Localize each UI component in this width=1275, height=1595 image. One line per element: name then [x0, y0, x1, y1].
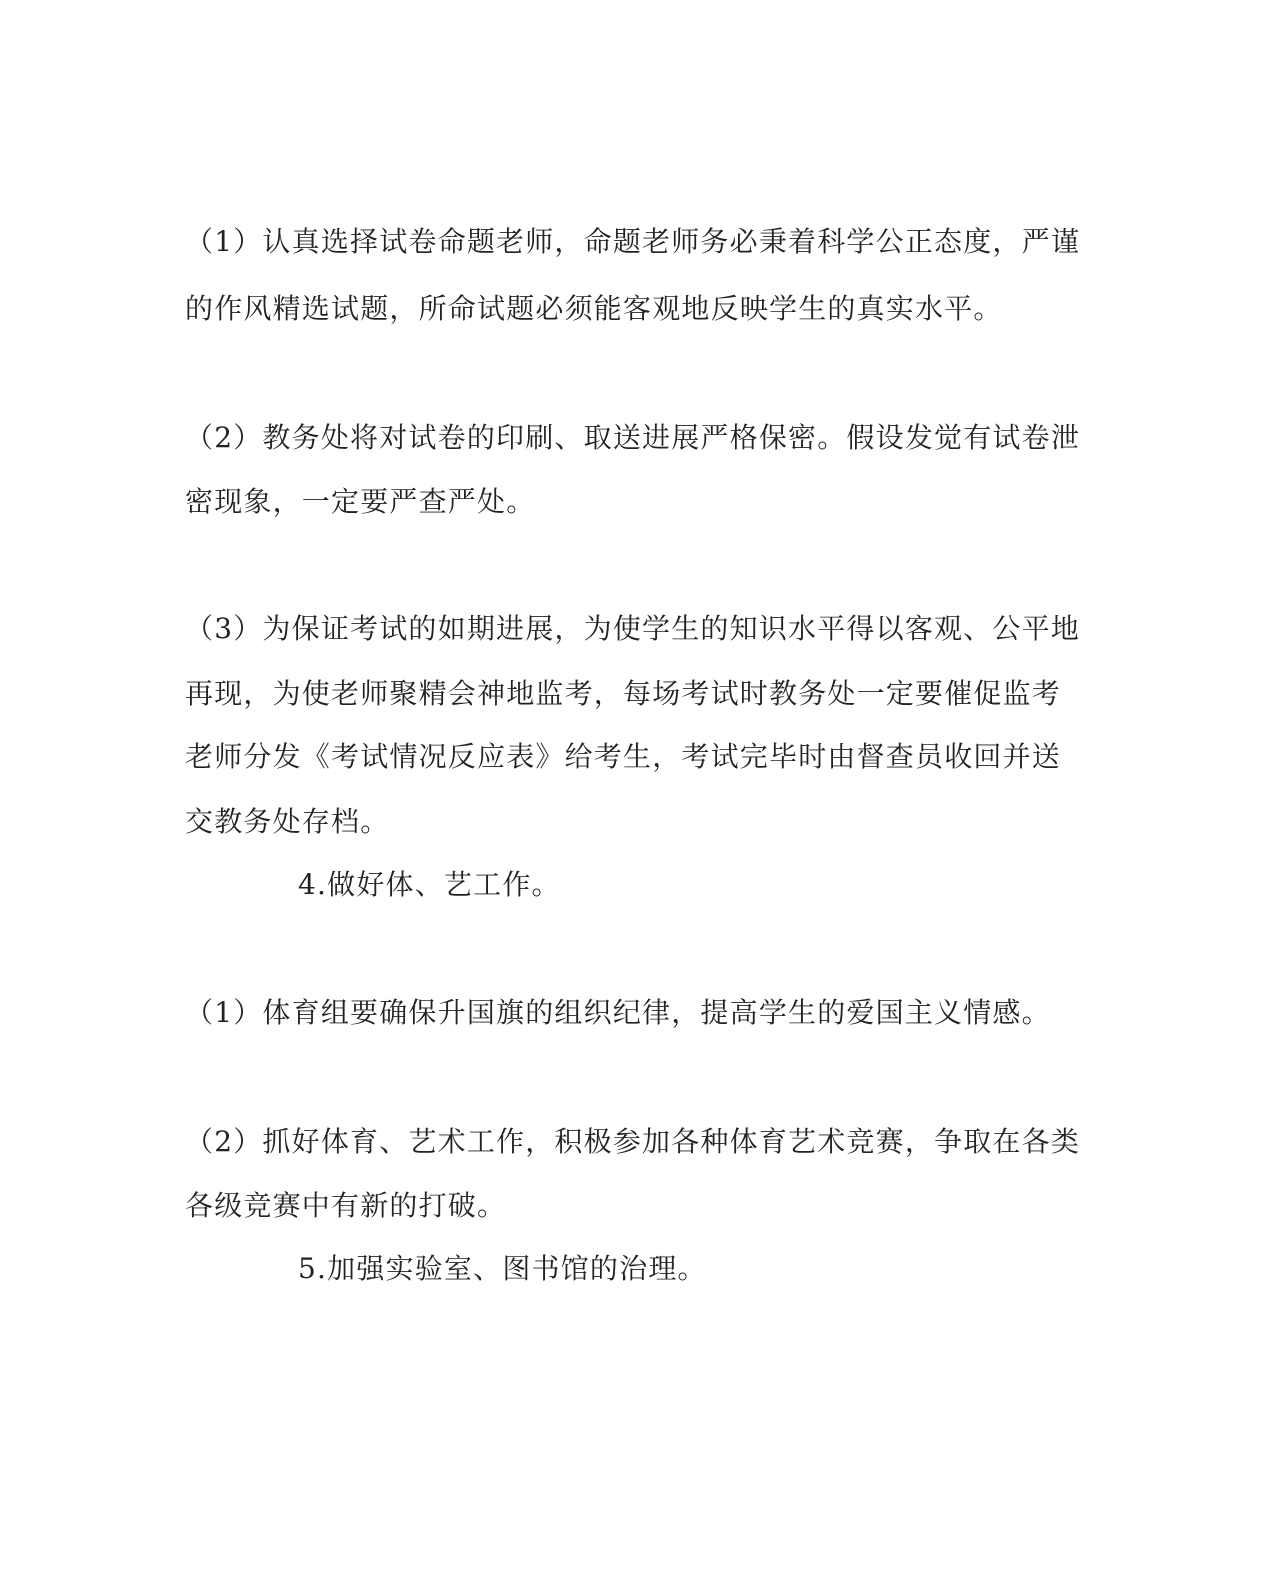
paragraph-3-line-3: 老师分发《考试情况反应表》给考生，考试完毕时由督查员收回并送	[185, 740, 1062, 773]
section-heading-5: 5.加强实验室、图书馆的治理。	[298, 1252, 707, 1285]
paragraph-6-line-1: （2）抓好体育、艺术工作，积极参加各种体育艺术竞赛，争取在各类	[185, 1125, 1081, 1158]
paragraph-3-line-2: 再现，为使老师聚精会神地监考，每场考试时教务处一定要催促监考	[185, 677, 1062, 710]
paragraph-2-line-2: 密现象，一定要严查严处。	[185, 485, 536, 518]
paragraph-1-line-2: 的作风精选试题，所命试题必须能客观地反映学生的真实水平。	[185, 292, 1003, 325]
paragraph-6-line-2: 各级竞赛中有新的打破。	[185, 1189, 507, 1222]
section-heading-4: 4.做好体、艺工作。	[298, 868, 561, 901]
paragraph-1-line-1: （1）认真选择试卷命题老师，命题老师务必秉着科学公正态度，严谨	[185, 225, 1081, 258]
paragraph-3-line-1: （3）为保证考试的如期进展，为使学生的知识水平得以客观、公平地	[185, 612, 1081, 645]
paragraph-3-line-4: 交教务处存档。	[185, 805, 390, 838]
paragraph-2-line-1: （2）教务处将对试卷的印刷、取送进展严格保密。假设发觉有试卷泄	[185, 421, 1081, 454]
paragraph-5-line-1: （1）体育组要确保升国旗的组织纪律，提高学生的爱国主义情感。	[185, 996, 1051, 1029]
